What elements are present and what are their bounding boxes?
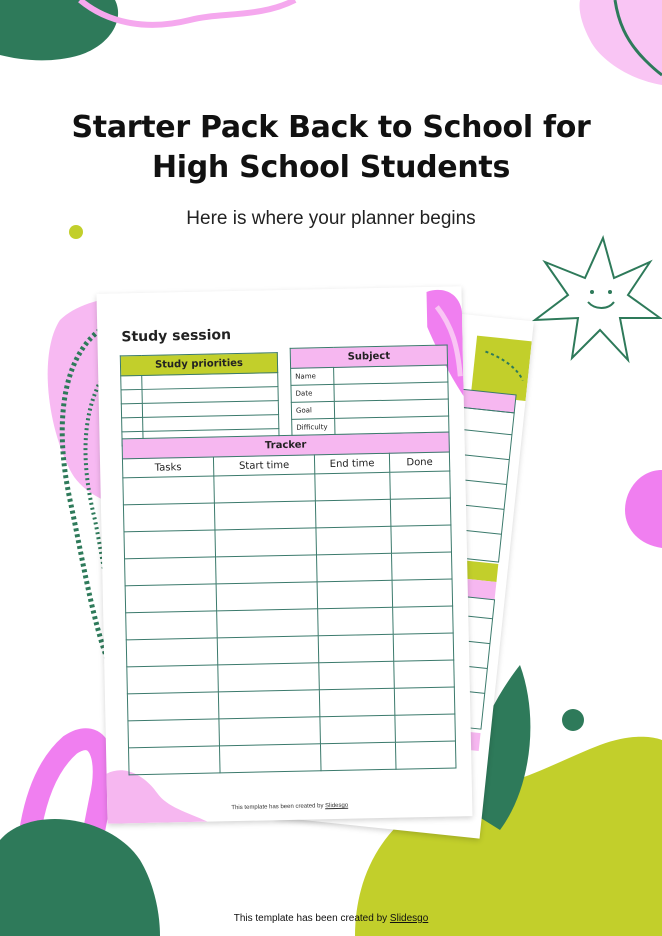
tracker-cell[interactable]	[123, 476, 215, 505]
tracker-col-end: End time	[314, 453, 389, 474]
tracker-col-start: Start time	[213, 455, 314, 476]
tracker-cell[interactable]	[391, 525, 452, 553]
priority-check[interactable]	[121, 403, 142, 417]
slidesgo-link[interactable]: Slidesgo	[389, 913, 429, 924]
tracker-col-done: Done	[389, 452, 449, 472]
sheet-credit-link[interactable]: Slidesgo	[325, 802, 349, 810]
star-icon	[535, 238, 660, 360]
tracker-cell[interactable]	[395, 741, 456, 769]
title-line-1: Starter Pack Back to School for	[71, 110, 591, 145]
tracker-cell[interactable]	[127, 665, 219, 694]
subject-header: Subject	[290, 345, 447, 368]
priority-check[interactable]	[121, 389, 142, 403]
tracker-cell[interactable]	[217, 609, 319, 638]
tracker-cell[interactable]	[318, 607, 394, 636]
tracker-cell[interactable]	[315, 472, 391, 501]
tracker-cell[interactable]	[320, 715, 396, 744]
tracker-cell[interactable]	[320, 742, 396, 771]
tracker-cell[interactable]	[126, 611, 218, 640]
tracker-cell[interactable]	[393, 606, 454, 634]
tracker-header: Tracker	[122, 432, 449, 459]
priorities-header: Study priorities	[120, 353, 277, 376]
tracker-cell[interactable]	[218, 690, 320, 719]
tracker-cell[interactable]	[319, 688, 395, 717]
tracker-cell[interactable]	[216, 555, 318, 584]
tracker-cell[interactable]	[214, 501, 316, 530]
tracker-cell[interactable]	[219, 717, 321, 746]
tracker-cell[interactable]	[126, 638, 218, 667]
tracker-cell[interactable]	[316, 526, 392, 555]
tracker-cell[interactable]	[395, 714, 456, 742]
tracker-cell[interactable]	[317, 580, 393, 609]
green-blob-top-left	[0, 0, 118, 60]
tracker-col-tasks: Tasks	[122, 457, 213, 478]
tracker-cell[interactable]	[393, 633, 454, 661]
subject-field-label: Name	[291, 367, 334, 385]
priority-check[interactable]	[121, 375, 142, 389]
tracker-cell[interactable]	[394, 687, 455, 715]
planner-page-front	[96, 286, 472, 824]
footer-prefix: This template has been created by	[233, 913, 390, 924]
tracker-cell[interactable]	[317, 553, 393, 582]
subject-table	[290, 345, 450, 437]
tracker-cell[interactable]	[127, 692, 219, 721]
tracker-cell[interactable]	[129, 746, 221, 775]
tracker-cell[interactable]	[217, 636, 319, 665]
tracker-cell[interactable]	[123, 503, 215, 532]
tracker-cell[interactable]	[216, 582, 318, 611]
page-title	[0, 108, 662, 188]
tracker-cell[interactable]	[392, 579, 453, 607]
tracker-cell[interactable]	[315, 499, 391, 528]
green-dot	[562, 709, 584, 731]
tracker-cell[interactable]	[124, 530, 216, 559]
tracker-cell[interactable]	[215, 528, 317, 557]
tracker-cell[interactable]	[125, 584, 217, 613]
tracker-cell[interactable]	[391, 552, 452, 580]
tracker-cell[interactable]	[318, 634, 394, 663]
tracker-cell[interactable]	[319, 661, 395, 690]
magenta-blob-right	[625, 470, 662, 548]
tracker-table	[122, 432, 457, 776]
sheet-heading: Study session	[121, 327, 232, 346]
tracker-cell[interactable]	[390, 498, 451, 526]
tracker-cell[interactable]	[219, 744, 321, 773]
page-subtitle: Here is where your planner begins	[186, 208, 476, 229]
subject-field-label: Goal	[291, 401, 334, 419]
tracker-cell[interactable]	[390, 471, 451, 499]
tracker-cell[interactable]	[218, 663, 320, 692]
subject-field-label: Date	[291, 384, 334, 402]
tracker-cell[interactable]	[394, 660, 455, 688]
sheet-credit: This template has been created by Slidesgo	[231, 802, 349, 812]
priority-check[interactable]	[122, 417, 143, 431]
pink-blob-top-right	[579, 0, 662, 85]
title-line-2: High School Students	[151, 150, 511, 185]
tracker-cell[interactable]	[214, 474, 316, 503]
footer-credit	[0, 913, 662, 924]
study-priorities-table	[120, 352, 280, 446]
tracker-cell[interactable]	[125, 557, 217, 586]
subject-field-label: Difficulty	[292, 418, 335, 436]
tracker-cell[interactable]	[128, 719, 220, 748]
